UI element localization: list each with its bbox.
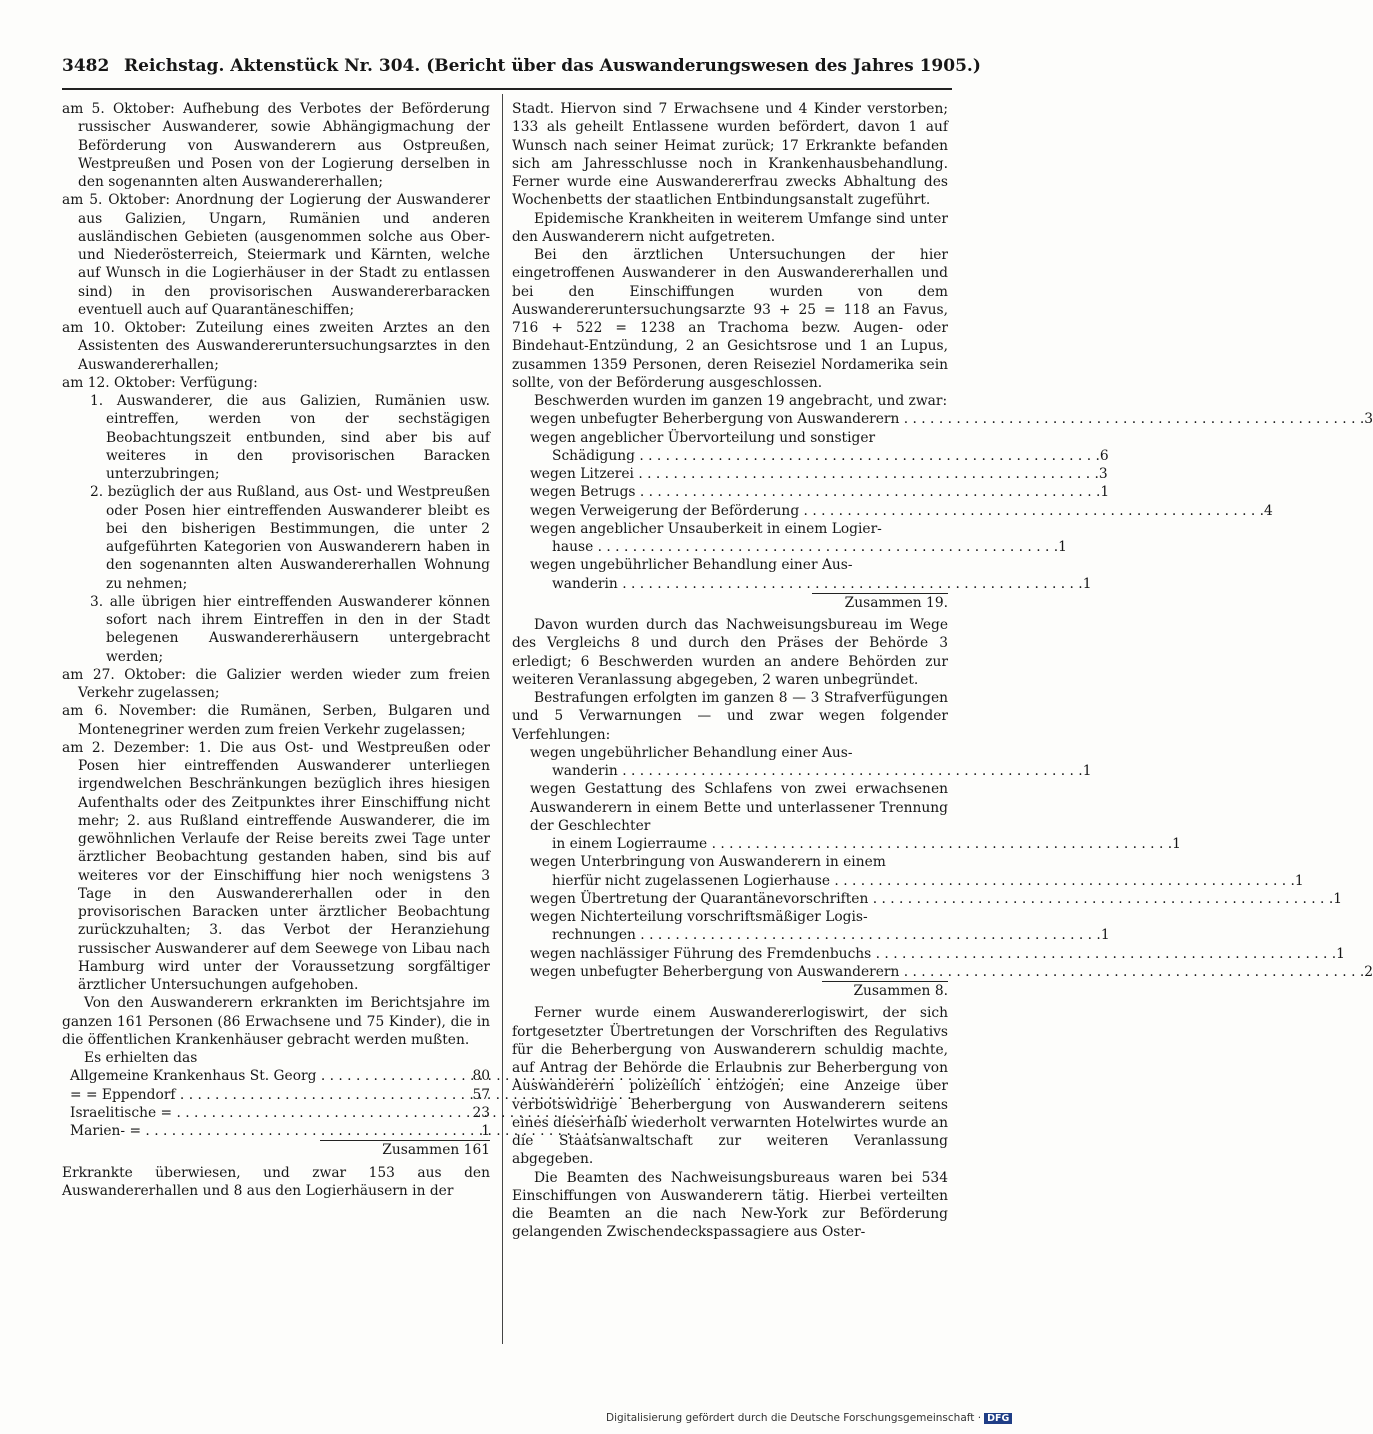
paragraph: Bestrafungen erfolgten im ganzen 8 — 3 Strafverfügungen und 5 Verwarnungen — und zwar wegen folgender Verfehlungen: [512,690,948,743]
table-row-label: wegen nachlässiger Führung des Fremdenbuchs . . . [530,945,1336,963]
table-row-label: hause . . . [552,538,1058,556]
table-row-count: 3 [1364,411,1373,428]
table-row-count: 3 [1098,466,1108,482]
entry-text: Anordnung der Logierung der Auswanderer aus Galizien, Ungarn, Rumänien und anderen ausländischen Gebieten (ausgenommen solche aus Ober- und Niederösterreich, Steiermark und Kärnten, welche auf Wunsch in die Logierhäuser in der Stadt zu entlassen sind) in den provisorischen Auswandererbaracken eventuell auch auf Quarantäneschiffen; [78,192,490,318]
table-row [70,1067,490,1085]
paragraph: Bei den ärztlichen Untersuchungen der hier eingetroffenen Auswanderer in den Auswandererhallen und bei den Einschiffungen wurden von dem Auswandereruntersuchungsarzte 93 + 25 = 118 an Favus, 716 + 522 = 1238 an Trachoma bezw. Augen- oder Bindehaut-Entzündung, 2 an Gesichtsrose und 1 an Lupus, zusammen 1359 Personen, deren Reiseziel Nordamerika sein sollte, von der Beförderung ausgeschlossen. [512,247,948,391]
table-row-label: wegen Betrugs . . . [530,483,1100,501]
decree-item-2: 2. bezüglich der aus Rußland, aus Ost- und Westpreußen oder Posen hier eintreffenden Auswanderer bleibt es bei den bisherigen Bestimmungen, die unter 2 aufgeführten Kategorien von Auswanderern haben in den sogenannten alten Auswandererhallen Wohnung zu nehmen; [90,484,490,592]
table-row-label-line: wegen Gestattung des Schlafens von zwei erwachsenen Auswanderern in einem Bette und unterlassener Trennung der Geschlechter [530,781,948,834]
penalties-total: Zusammen 8. [822,981,948,1000]
table-row-label-line: wegen Nichterteilung vorschriftsmäßiger Logis- [530,909,868,925]
table-row-label: wegen Übertretung der Quarantänevorschriften . . . [530,890,1333,908]
table-row-label-line: wegen ungebührlicher Behandlung einer Aus- [530,744,853,761]
table-row-count: 6 [1099,447,1109,464]
complaints-table [512,410,1373,593]
transfer-paragraph: Erkrankte überwiesen, und zwar 153 aus den Auswandererhallen und 8 aus den Logierhäusern in der [62,1164,490,1199]
entry-text: die Galizier werden wieder zum freien Verkehr zugelassen; [78,666,490,701]
paragraph: Beschwerden wurden im ganzen 19 angebracht, und zwar: [534,393,948,409]
right-column [512,100,1373,1242]
penalties-table [512,744,1373,981]
header-rule [62,88,952,90]
table-row-count: 4 [1264,502,1273,519]
table-row-count: 1 [1082,575,1092,592]
table-row [530,465,1108,483]
table-row [70,1086,490,1104]
table-row-label: hierfür nicht zugelassenen Logierhause . . . [552,872,1295,890]
entry-oct10 [62,319,490,374]
entry-text: Aufhebung des Verbotes der Beförderung russischer Auswanderer, sowie Abhängigmachung der Beförderung von Auswanderern aus Ostpreußen, Westpreußen und Posen von der Logierung derselben in den sogenannten alten Auswandererhallen; [78,101,490,190]
funding-note: Digitalisierung gefördert durch die Deutsche Forschungsgemeinschaft · [606,1412,982,1424]
table-row [70,1122,490,1140]
entry-oct27 [62,666,490,703]
entry-oct5-a [62,100,490,191]
table-row [530,502,1273,520]
table-row-label: wanderin . . . [552,575,1083,593]
table-row-label-line: wegen Unterbringung von Auswanderern in einem [530,854,886,871]
table-row-count: 1 [1100,484,1110,501]
table-row-label: wegen unbefugter Beherbergung von Auswanderern . . . [530,410,1364,428]
hospitals-intro: Es erhielten das [84,1050,198,1066]
entry-date: am 5. Oktober: [62,101,175,117]
table-row [530,872,1304,890]
hospital-count: 57 [472,1086,490,1103]
hospital-count: 23 [472,1104,490,1121]
table-row [530,945,1345,963]
table-row-label-line: wegen angeblicher Übervorteilung und sonstiger [530,429,876,446]
table-row [530,762,1092,780]
paragraph: Davon wurden durch das Nachweisungsbureau im Wege des Vergleichs 8 und durch den Präses der Behörde 3 erledigt; 6 Beschwerden wurden an andere Behörden zur weiteren Veranlassung abgegeben, 2 waren unbegründet. [512,617,948,688]
paragraph: Die Beamten des Nachweisungsbureaus waren bei 534 Einschiffungen von Auswanderern tätig. Hierbei verteilten die Beamten an die nach New-York zur Beförderung gelangenden Zwischendeckspassagiere aus Oster- [512,1169,948,1241]
table-row-count: 1 [1082,763,1092,779]
table-row [530,410,1373,428]
table-row-count: 2 [1364,963,1373,980]
entry-date: am 5. Oktober: [62,192,171,209]
entry-text: die Rumänen, Serben, Bulgaren und Montenegriner werden zum freien Verkehr zugelassen; [78,703,490,738]
table-row-label: wegen Verweigerung der Beförderung . . . [530,502,1264,520]
table-row-label: Schädigung . . . [552,447,1100,465]
table-row-count: 1 [1172,836,1181,852]
left-column [62,100,490,1200]
hospital-name: Israelitische = . . . [70,1104,434,1122]
table-row-label: wegen Litzerei . . . [530,465,1099,483]
table-row-label: in einem Logierraume . . . [552,835,1172,853]
table-row [530,963,1373,981]
table-row-count: 1 [1294,872,1304,889]
entry-dec2 [62,739,490,995]
table-row-label: rechnungen . . . [552,926,1101,944]
table-row-label-line: wegen ungebührlicher Behandlung einer Aus- [530,557,853,574]
table-row [530,575,1092,593]
table-row-label: wegen unbefugter Beherbergung von Auswanderern . . . [530,963,1364,981]
table-row-count: 1 [1100,927,1110,944]
entry-oct12 [62,374,490,392]
entry-text: Zuteilung eines zweiten Arztes an den Assistenten des Auswandereruntersuchungsarztes in den Auswandererhallen; [78,320,490,373]
table-row [530,835,1181,853]
hospital-name: Marien- = . . . [70,1122,434,1140]
page-header [62,52,981,82]
dfg-logo: DFG [984,1413,1012,1424]
paragraph: Ferner wurde einem Auswandererlogiswirt, der sich fortgesetzter Übertretungen der Vorschriften des Regulativs für die Beherbergung von Auswanderern schuldig machte, auf Antrag der Behörde die Erlaubnis zur Beherbergung von Auswanderern polizeilich entzogen; eine Anzeige über verbotswidrige Beherbergung von Auswanderern seitens eines dieserhalb wiederholt verwarnten Hotelwirtes wurde an die Staatsanwaltschaft zur weiteren Veranlassung abgegeben. [512,1005,948,1168]
running-title: Reichstag. Aktenstück Nr. 304. (Bericht über das Auswanderungswesen des Jahres 1905.) [124,56,981,76]
entry-text: Verfügung: [180,374,258,391]
entry-oct5-b [62,191,490,319]
sick-paragraph: Von den Auswanderern erkrankten im Berichtsjahre im ganzen 161 Personen (86 Erwachsene und 75 Kinder), die in die öffentlichen Krankenhäuser gebracht werden mußten. [62,995,490,1048]
decree-item-1: 1. Auswanderer, die aus Galizien, Rumänien usw. eintreffen, werden von der sechstägigen Beobachtungszeit entbunden, sind aber bis auf weiteres in den provisorischen Baracken unterzubringen; [90,393,490,482]
complaints-total: Zusammen 19. [812,593,948,612]
hospital-count: 1 [481,1123,490,1139]
column-divider [502,94,503,1344]
table-row-count: 1 [1058,539,1067,555]
entry-date: am 2. Dezember: [62,739,190,756]
hospital-name: Allgemeine Krankenhaus St. Georg . . . [70,1067,434,1085]
entry-date: am 6. November: [62,703,197,720]
table-row [530,926,1110,944]
table-row-label-line: wegen angeblicher Unsauberkeit in einem Logier- [530,520,882,537]
entry-date: am 27. Oktober: [62,666,187,683]
entry-date: am 10. Oktober: [62,320,187,336]
table-row-label: wanderin . . . [552,762,1083,780]
table-row-count: 1 [1336,945,1345,962]
table-row [70,1104,490,1122]
paragraph: Epidemische Krankheiten in weiterem Umfange sind unter den Auswanderern nicht aufgetreten. [512,210,948,245]
entry-text: 1. Die aus Ost- und Westpreußen oder Posen hier eintreffenden Auswanderer unterliegen irgendwelchen Beschränkungen bezüglich ihres hiesigen Aufenthalts oder des Zeitpunktes ihrer Einschiffung nicht mehr; 2. aus Rußland eintreffende Auswanderer, die im gewöhnlichen Verlaufe der Reise bereits zwei Tage unter ärztlicher Beobachtung gestanden haben, sind bis auf weiteres vor der Einschiffung hier noch wenigstens 3 Tage in den Auswandererhallen oder in den provisorischen Baracken unter ärztlicher Beobachtung zurückzuhalten; 3. das Verbot der Heranziehung russischer Auswanderer auf dem Seewege von Libau nach Hamburg wird unter der Voraussetzung sorgfältiger ärztlicher Untersuchungen aufgehoben. [78,739,491,993]
hospital-table [70,1067,490,1159]
hospital-name: = = Eppendorf . . . [70,1086,434,1104]
table-row [530,483,1110,501]
decree-item-3: 3. alle übrigen hier eintreffenden Auswanderer können sofort nach ihrem Eintreffen in den in der Stadt belegenen Auswandererhäusern untergebracht werden; [90,593,490,665]
page-number: 3482 [62,56,110,76]
entry-date: am 12. Oktober: [62,374,176,391]
footer [606,1412,1012,1424]
entry-nov6 [62,702,490,739]
table-row [530,890,1342,908]
table-row [530,538,1067,556]
paragraph: Stadt. Hiervon sind 7 Erwachsene und 4 Kinder verstorben; 133 als geheilt Entlassene wurden befördert, davon 1 auf Wunsch nach seiner Heimat zurück; 17 Erkrankte befanden sich am Jahresschlusse noch in Krankenhausbehandlung. Ferner wurde eine Auswandererfrau zwecks Abhaltung des Wochenbetts der staatlichen Entbindungsanstalt zugeführt. [512,101,948,209]
hospital-total: Zusammen 161 [320,1140,490,1159]
table-row-count: 1 [1333,890,1342,907]
table-row [530,447,1109,465]
hospital-count: 80 [472,1068,490,1085]
